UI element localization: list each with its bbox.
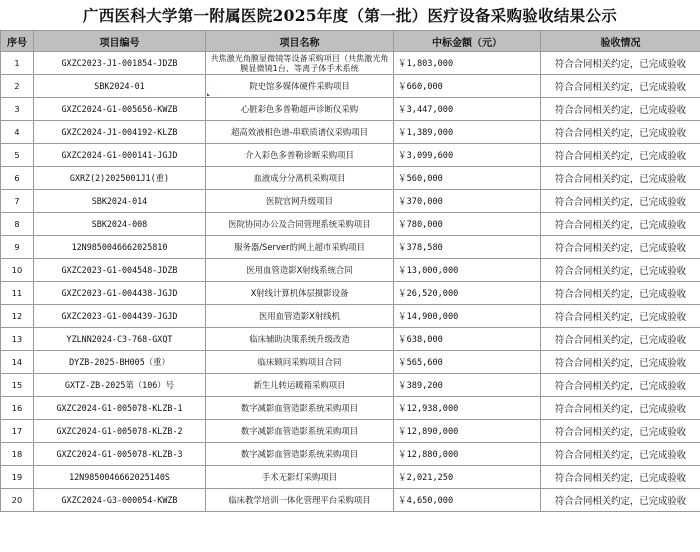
cell-project-name: 医院协同办公及合同管理系统采购项目 (206, 213, 394, 236)
cell-acceptance-status: 符合合同相关约定，已完成验收 (541, 236, 700, 259)
cell-project-code: GXZC2024-G1-000141-JGJD (34, 144, 206, 167)
cell-bid-amount: ￥12,938,000 (394, 397, 541, 420)
cell-bid-amount: ￥378,580 (394, 236, 541, 259)
table-row (1, 420, 700, 443)
cell-project-code: 12N9850046662025140S (34, 466, 206, 489)
cell-seq: 8 (1, 213, 34, 236)
cell-seq: 12 (1, 305, 34, 328)
cell-acceptance-status: 符合合同相关约定，已完成验收 (541, 167, 700, 190)
cell-project-code: DYZB-2025-BH005（重） (34, 351, 206, 374)
page-title: 广西医科大学第一附属医院2025年度（第一批）医疗设备采购验收结果公示 (82, 6, 618, 25)
cell-seq: 7 (1, 190, 34, 213)
cell-acceptance-status: 符合合同相关约定，已完成验收 (541, 75, 700, 98)
cell-seq: 19 (1, 466, 34, 489)
cell-acceptance-status: 符合合同相关约定，已完成验收 (541, 374, 700, 397)
cell-seq: 20 (1, 489, 34, 512)
results-table (0, 30, 700, 512)
cell-project-name: 手术无影灯采购项目 (206, 466, 394, 489)
table-header-row (1, 31, 700, 52)
cell-seq: 9 (1, 236, 34, 259)
table-row (1, 443, 700, 466)
header-code: 项目编号 (34, 31, 206, 52)
cell-seq: 1 (1, 52, 34, 75)
cell-project-name: 临床辅助决策系统升级改造 (206, 328, 394, 351)
header-status: 验收情况 (541, 31, 700, 52)
cell-acceptance-status: 符合合同相关约定，已完成验收 (541, 489, 700, 512)
table-row (1, 213, 700, 236)
cell-seq: 11 (1, 282, 34, 305)
cell-seq: 6 (1, 167, 34, 190)
table-row (1, 52, 700, 75)
cell-bid-amount: ￥12,890,000 (394, 420, 541, 443)
cell-project-name: 院史馆多媒体硬件采购项目 (206, 75, 394, 98)
cell-project-code: GXZC2024-G1-005078-KLZB-2 (34, 420, 206, 443)
cell-seq: 2 (1, 75, 34, 98)
cell-seq: 4 (1, 121, 34, 144)
cell-seq: 15 (1, 374, 34, 397)
table-row (1, 466, 700, 489)
table-row (1, 121, 700, 144)
cell-project-name: 医用血管造影X射线机 (206, 305, 394, 328)
cell-project-code: GXZC2023-G1-004548-JDZB (34, 259, 206, 282)
cell-project-code: GXZC2024-J1-004192-KLZB (34, 121, 206, 144)
cell-seq: 10 (1, 259, 34, 282)
cell-bid-amount: ￥780,000 (394, 213, 541, 236)
table-row (1, 305, 700, 328)
cell-comment-marker (207, 93, 210, 96)
cell-project-code: SBK2024-008 (34, 213, 206, 236)
cell-bid-amount: ￥3,099,600 (394, 144, 541, 167)
table-row (1, 236, 700, 259)
cell-bid-amount: ￥12,880,000 (394, 443, 541, 466)
table-row (1, 328, 700, 351)
cell-project-name: 心脏彩色多普勒超声诊断仪采购 (206, 98, 394, 121)
cell-project-name: 医院官网升级项目 (206, 190, 394, 213)
table-row (1, 98, 700, 121)
cell-project-code: 12N9850046662025810 (34, 236, 206, 259)
table-row (1, 75, 700, 98)
cell-bid-amount: ￥26,520,000 (394, 282, 541, 305)
cell-acceptance-status: 符合合同相关约定，已完成验收 (541, 121, 700, 144)
cell-acceptance-status: 符合合同相关约定，已完成验收 (541, 305, 700, 328)
cell-bid-amount: ￥1,389,000 (394, 121, 541, 144)
table-row (1, 374, 700, 397)
cell-bid-amount: ￥2,021,250 (394, 466, 541, 489)
cell-bid-amount: ￥13,000,000 (394, 259, 541, 282)
cell-acceptance-status: 符合合同相关约定，已完成验收 (541, 328, 700, 351)
header-amount: 中标金额（元） (394, 31, 541, 52)
cell-seq: 17 (1, 420, 34, 443)
cell-bid-amount: ￥560,000 (394, 167, 541, 190)
cell-seq: 14 (1, 351, 34, 374)
cell-bid-amount: ￥389,200 (394, 374, 541, 397)
table-row (1, 489, 700, 512)
cell-bid-amount: ￥4,650,000 (394, 489, 541, 512)
cell-acceptance-status: 符合合同相关约定，已完成验收 (541, 52, 700, 75)
table-row (1, 190, 700, 213)
cell-project-code: GXRZ(2)2025001J1(重) (34, 167, 206, 190)
cell-acceptance-status: 符合合同相关约定，已完成验收 (541, 144, 700, 167)
cell-project-name: 超高效液相色谱-串联质谱仪采购项目 (206, 121, 394, 144)
cell-acceptance-status: 符合合同相关约定，已完成验收 (541, 420, 700, 443)
cell-project-code: GXTZ-ZB-2025第（106）号 (34, 374, 206, 397)
cell-seq: 16 (1, 397, 34, 420)
table-body (1, 52, 700, 512)
cell-project-name: 临床教学培训一体化管理平台采购项目 (206, 489, 394, 512)
cell-project-name: 介入彩色多普勒诊断采购项目 (206, 144, 394, 167)
cell-project-name: 数字减影血管造影系统采购项目 (206, 443, 394, 466)
cell-acceptance-status: 符合合同相关约定，已完成验收 (541, 213, 700, 236)
cell-acceptance-status: 符合合同相关约定，已完成验收 (541, 443, 700, 466)
cell-project-code: GXZC2024-G1-005078-KLZB-1 (34, 397, 206, 420)
header-seq: 序号 (1, 31, 34, 52)
cell-project-name: 数字减影血管造影系统采购项目 (206, 420, 394, 443)
cell-project-code: YZLNN2024-C3-768-GXQT (34, 328, 206, 351)
cell-bid-amount: ￥565,600 (394, 351, 541, 374)
cell-acceptance-status: 符合合同相关约定，已完成验收 (541, 259, 700, 282)
table-row (1, 351, 700, 374)
cell-project-name: 数字减影血管造影系统采购项目 (206, 397, 394, 420)
cell-project-code: GXZC2023-G1-004439-JGJD (34, 305, 206, 328)
cell-seq: 3 (1, 98, 34, 121)
cell-acceptance-status: 符合合同相关约定，已完成验收 (541, 466, 700, 489)
table-row (1, 282, 700, 305)
table-row (1, 144, 700, 167)
cell-seq: 5 (1, 144, 34, 167)
cell-acceptance-status: 符合合同相关约定，已完成验收 (541, 190, 700, 213)
table-row (1, 259, 700, 282)
cell-bid-amount: ￥1,803,000 (394, 52, 541, 75)
table-row (1, 397, 700, 420)
cell-bid-amount: ￥14,900,000 (394, 305, 541, 328)
cell-project-name: 共焦激光角膜显微镜等设备采购项目（共焦激光角膜显微镜1台、等离子体手术系统 (206, 52, 394, 75)
cell-seq: 18 (1, 443, 34, 466)
table-row (1, 167, 700, 190)
cell-acceptance-status: 符合合同相关约定，已完成验收 (541, 282, 700, 305)
cell-bid-amount: ￥370,000 (394, 190, 541, 213)
cell-project-code: GXZC2024-G1-005656-KWZB (34, 98, 206, 121)
cell-project-code: GXZC2023-G1-004438-JGJD (34, 282, 206, 305)
cell-project-code: SBK2024-01 (34, 75, 206, 98)
cell-project-name: 新生儿转运暖箱采购项目 (206, 374, 394, 397)
header-name: 项目名称 (206, 31, 394, 52)
cell-acceptance-status: 符合合同相关约定，已完成验收 (541, 397, 700, 420)
cell-project-code: SBK2024-014 (34, 190, 206, 213)
cell-project-name: X射线计算机体层摄影设备 (206, 282, 394, 305)
cell-project-name: 血液成分分离机采购项目 (206, 167, 394, 190)
cell-bid-amount: ￥660,000 (394, 75, 541, 98)
cell-project-code: GXZC2023-J1-001854-JDZB (34, 52, 206, 75)
cell-project-name: 医用血管造影X射线系统合同 (206, 259, 394, 282)
cell-project-name: 服务器/Server的网上超市采购项目 (206, 236, 394, 259)
cell-project-code: GXZC2024-G3-000054-KWZB (34, 489, 206, 512)
cell-bid-amount: ￥638,000 (394, 328, 541, 351)
cell-project-name: 临床顾问采购项目合同 (206, 351, 394, 374)
cell-seq: 13 (1, 328, 34, 351)
cell-project-code: GXZC2024-G1-005078-KLZB-3 (34, 443, 206, 466)
cell-bid-amount: ￥3,447,000 (394, 98, 541, 121)
cell-acceptance-status: 符合合同相关约定，已完成验收 (541, 351, 700, 374)
cell-acceptance-status: 符合合同相关约定，已完成验收 (541, 98, 700, 121)
